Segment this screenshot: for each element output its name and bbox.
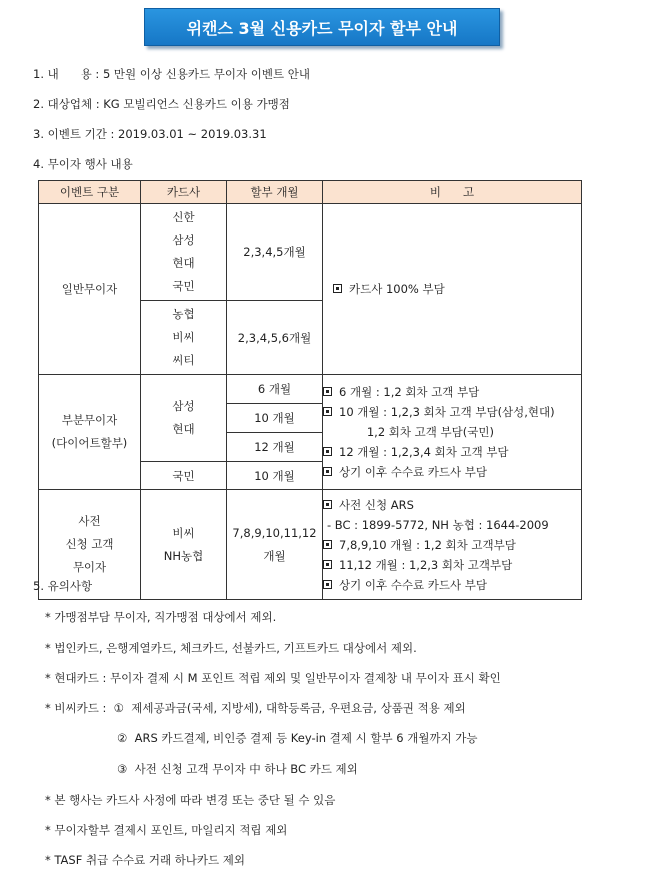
caution-item: * 법인카드, 은행계열카드, 체크카드, 선불카드, 기프트카드 대상에서 제외.: [45, 641, 417, 655]
caution-item: * TASF 취급 수수료 거래 하나카드 제외: [45, 853, 246, 867]
promo-table: [38, 180, 582, 600]
card-name: 비씨: [172, 330, 195, 344]
checkbox-icon: [333, 284, 342, 293]
partial-month-10: 10 개월: [227, 404, 323, 433]
card-name: 씨티: [172, 353, 195, 367]
note-line: [323, 462, 581, 482]
caution-item: * 현대카드 : 무이자 결제 시 M 포인트 적립 제외 및 일반무이자 결제창 내 무이자 표시 확인: [45, 671, 501, 685]
months-line: 7,8,9,10,11,12: [232, 525, 317, 540]
general-cards-b: [141, 301, 227, 375]
header-remarks: 비 고: [323, 181, 582, 204]
header-installment: 할부 개월: [227, 181, 323, 204]
table-row: [39, 375, 582, 404]
note-line: [323, 382, 581, 402]
partial-cards-a: [141, 375, 227, 462]
table-row: [39, 204, 582, 301]
note-text: 12 개월 : 1,2,3,4 회차 고객 부담: [339, 445, 509, 459]
note-line: [323, 535, 581, 555]
note-line: [323, 422, 581, 442]
partial-category: [39, 375, 141, 490]
page-title: 위캔스 3월 신용카드 무이자 할부 안내: [144, 8, 500, 46]
table-header-row: [39, 181, 582, 204]
checkbox-icon: [323, 447, 332, 456]
card-name: 신한: [172, 210, 195, 224]
partial-month-6: 6 개월: [227, 375, 323, 404]
category-line: 신청 고객: [65, 537, 114, 551]
caution-item: * 무이자할부 결제시 포인트, 마일리지 적립 제외: [45, 823, 288, 837]
checkbox-icon: [323, 560, 332, 569]
general-cards-a: [141, 204, 227, 301]
note-text: 6 개월 : 1,2 회차 고객 부담: [339, 385, 480, 399]
header-event-type: 이벤트 구분: [39, 181, 141, 204]
partial-month-b: 10 개월: [227, 462, 323, 490]
card-name: 국민: [172, 279, 195, 293]
card-name: 삼성: [172, 233, 195, 247]
note-text: 7,8,9,10 개월 : 1,2 회차 고객부담: [339, 537, 516, 552]
checkbox-icon: [323, 467, 332, 476]
general-months-b: 2,3,4,5,6개월: [227, 301, 323, 375]
checkbox-icon: [323, 500, 332, 509]
note-text: 10 개월 : 1,2,3 회차 고객 부담(삼성,현대): [339, 405, 555, 419]
months-line: 개월: [263, 548, 286, 563]
card-name: 삼성: [172, 399, 195, 413]
note-text: - BC : 1899-5772, NH 농협 : 1644-2009: [327, 517, 549, 532]
checkbox-icon: [323, 387, 332, 396]
note-text: 상기 이후 수수료 카드사 부담: [339, 577, 487, 592]
table-row: [39, 490, 582, 600]
category-line: 부분무이자: [61, 413, 118, 427]
note-line: [323, 402, 581, 422]
checkbox-icon: [323, 540, 332, 549]
item-details: 4. 무이자 행사 내용: [33, 157, 133, 171]
caution-item: * 비씨카드 : ① 제세공과금(국세, 지방세), 대학등록금, 우편요금, 상품권 적용 제외: [45, 701, 466, 715]
note-text: 상기 이후 수수료 카드사 부담: [339, 465, 487, 479]
presign-cards: [141, 490, 227, 600]
card-name: 현대: [172, 422, 195, 436]
note-line: [323, 442, 581, 462]
caution-item: * 본 행사는 카드사 사정에 따라 변경 또는 중단 될 수 있음: [45, 793, 336, 807]
partial-card-b: 국민: [141, 462, 227, 490]
note-line: [323, 515, 581, 535]
item-period: 3. 이벤트 기간 : 2019.03.01 ~ 2019.03.31: [33, 127, 267, 141]
note-line: [323, 495, 581, 515]
card-name: 농협: [172, 307, 195, 321]
header-card-company: 카드사: [141, 181, 227, 204]
general-months-a: 2,3,4,5개월: [227, 204, 323, 301]
note-text: 사전 신청 ARS: [339, 497, 414, 512]
card-name: 비씨: [172, 525, 195, 540]
note-text: 1,2 회차 고객 부담(국민): [323, 425, 494, 439]
caution-item: ③ 사전 신청 고객 무이자 中 하나 BC 카드 제외: [117, 762, 358, 776]
checkbox-icon: [323, 407, 332, 416]
general-note-text: 카드사 100% 부담: [349, 282, 445, 296]
note-line: [323, 555, 581, 575]
cautions-title: 5. 유의사항: [33, 579, 93, 593]
card-name: NH농협: [163, 548, 204, 563]
item-merchant: 2. 대상업체 : KG 모빌리언스 신용카드 이용 가맹점: [33, 97, 290, 111]
general-category: 일반무이자: [39, 204, 141, 375]
category-line: 무이자: [72, 560, 107, 574]
partial-notes: [323, 375, 582, 490]
item-content: 1. 내 용 : 5 만원 이상 신용카드 무이자 이벤트 안내: [33, 67, 310, 81]
category-line: (다이어트할부): [51, 436, 128, 450]
note-text: 11,12 개월 : 1,2,3 회차 고객부담: [339, 557, 513, 572]
checkbox-icon: [323, 580, 332, 589]
partial-month-12: 12 개월: [227, 433, 323, 462]
presign-months: [227, 490, 323, 600]
note-line: [323, 575, 581, 595]
general-note: [323, 204, 582, 375]
presign-notes: [323, 490, 582, 600]
caution-item: ② ARS 카드결제, 비인증 결제 등 Key-in 결제 시 할부 6 개월까지 가능: [117, 731, 478, 745]
category-line: 사전: [78, 514, 101, 528]
caution-item: * 가맹점부담 무이자, 직가맹점 대상에서 제외.: [45, 610, 277, 624]
card-name: 현대: [172, 256, 195, 270]
